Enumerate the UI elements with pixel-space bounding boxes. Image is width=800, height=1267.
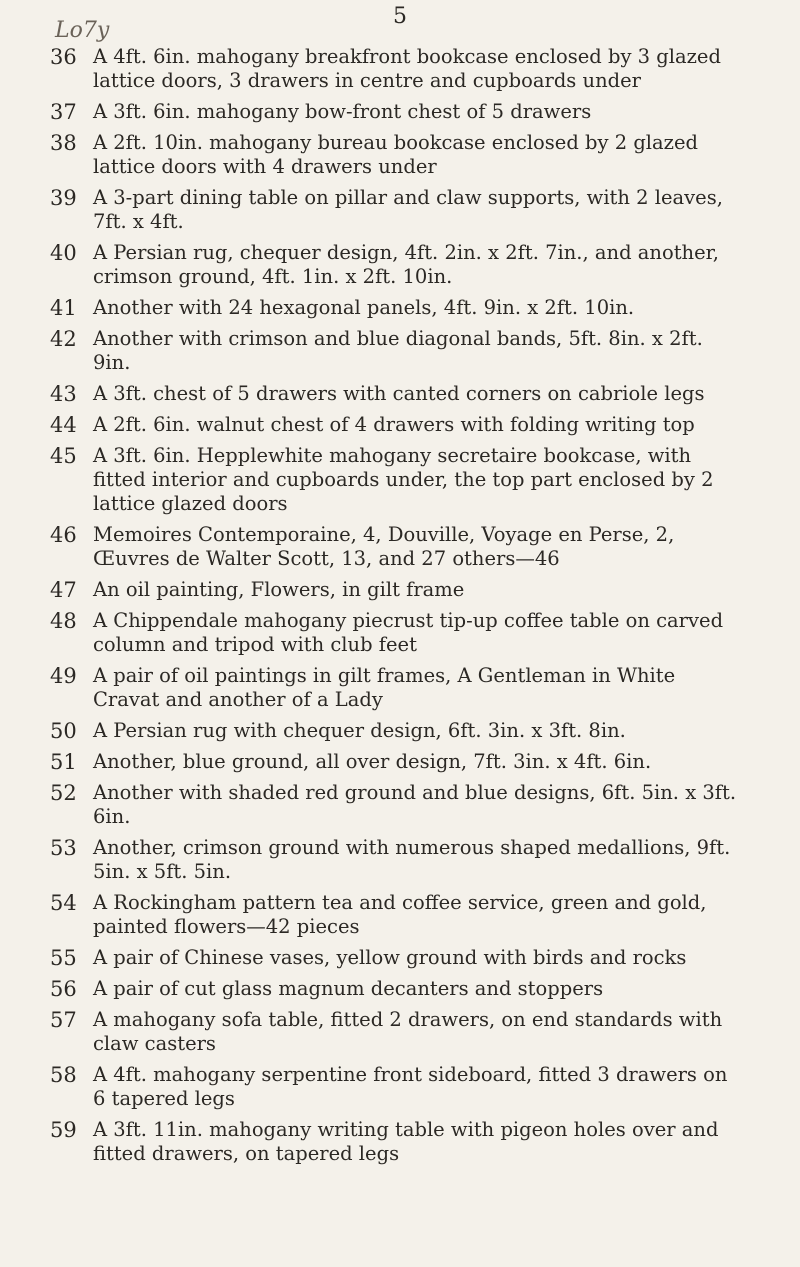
lot-entry bbox=[50, 100, 790, 124]
lot-number: 49 bbox=[50, 664, 77, 688]
lot-entry bbox=[50, 781, 790, 829]
handwritten-margin-note: Lo7y bbox=[55, 18, 110, 43]
lot-description: Another with crimson and blue diagonal bands, 5ft. 8in. x 2ft. 9in. bbox=[93, 327, 703, 374]
lot-number: 46 bbox=[50, 523, 77, 547]
lot-number: 57 bbox=[50, 1008, 77, 1032]
lot-description: A 3ft. chest of 5 drawers with canted corners on cabriole legs bbox=[93, 382, 705, 405]
lot-description: An oil painting, Flowers, in gilt frame bbox=[93, 578, 465, 601]
lot-description: Another, crimson ground with numerous shaped medallions, 9ft. 5in. x 5ft. 5in. bbox=[93, 836, 731, 883]
lot-description: A mahogany sofa table, fitted 2 drawers, on end standards with claw casters bbox=[93, 1008, 723, 1055]
lot-description: A 3ft. 6in. Hepplewhite mahogany secretaire bookcase, with fitted interior and cupboards under, the top part enclosed by 2 lattice glazed doors bbox=[93, 444, 714, 515]
lot-list bbox=[50, 45, 790, 1173]
lot-number: 36 bbox=[50, 45, 77, 69]
lot-description: A Chippendale mahogany piecrust tip-up coffee table on carved column and tripod with club feet bbox=[93, 609, 724, 656]
lot-description: A 2ft. 6in. walnut chest of 4 drawers with folding writing top bbox=[93, 413, 695, 436]
lot-number: 39 bbox=[50, 186, 77, 210]
lot-entry bbox=[50, 750, 790, 774]
lot-number: 52 bbox=[50, 781, 77, 805]
lot-description: A 4ft. mahogany serpentine front sideboard, fitted 3 drawers on 6 tapered legs bbox=[93, 1063, 728, 1110]
lot-entry bbox=[50, 327, 790, 375]
lot-number: 40 bbox=[50, 241, 77, 265]
lot-description: A 3-part dining table on pillar and claw supports, with 2 leaves, 7ft. x 4ft. bbox=[93, 186, 723, 233]
lot-entry bbox=[50, 523, 790, 571]
page-number: 5 bbox=[393, 4, 407, 29]
lot-number: 47 bbox=[50, 578, 77, 602]
lot-description: A 4ft. 6in. mahogany breakfront bookcase enclosed by 3 glazed lattice doors, 3 drawers in centre and cupboards under bbox=[93, 45, 721, 92]
lot-number: 54 bbox=[50, 891, 77, 915]
lot-entry bbox=[50, 1008, 790, 1056]
lot-description: Another, blue ground, all over design, 7ft. 3in. x 4ft. 6in. bbox=[93, 750, 652, 773]
lot-description: Memoires Contemporaine, 4, Douville, Voyage en Perse, 2, Œuvres de Walter Scott, 13, and 27 others—46 bbox=[93, 523, 675, 570]
lot-number: 37 bbox=[50, 100, 77, 124]
lot-number: 48 bbox=[50, 609, 77, 633]
lot-number: 56 bbox=[50, 977, 77, 1001]
lot-entry bbox=[50, 891, 790, 939]
lot-description: Another with shaded red ground and blue designs, 6ft. 5in. x 3ft. 6in. bbox=[93, 781, 737, 828]
lot-entry bbox=[50, 1118, 790, 1166]
lot-description: Another with 24 hexagonal panels, 4ft. 9in. x 2ft. 10in. bbox=[93, 296, 635, 319]
lot-description: A 2ft. 10in. mahogany bureau bookcase enclosed by 2 glazed lattice doors with 4 drawers under bbox=[93, 131, 698, 178]
lot-entry bbox=[50, 836, 790, 884]
lot-number: 43 bbox=[50, 382, 77, 406]
lot-number: 55 bbox=[50, 946, 77, 970]
lot-entry bbox=[50, 186, 790, 234]
lot-entry bbox=[50, 131, 790, 179]
lot-entry bbox=[50, 413, 790, 437]
lot-entry bbox=[50, 664, 790, 712]
lot-description: A pair of cut glass magnum decanters and stoppers bbox=[93, 977, 604, 1000]
lot-entry bbox=[50, 946, 790, 970]
lot-number: 45 bbox=[50, 444, 77, 468]
lot-entry bbox=[50, 241, 790, 289]
lot-entry bbox=[50, 1063, 790, 1111]
lot-number: 51 bbox=[50, 750, 77, 774]
lot-description: A 3ft. 6in. mahogany bow-front chest of 5 drawers bbox=[93, 100, 592, 123]
lot-number: 42 bbox=[50, 327, 77, 351]
lot-description: A pair of oil paintings in gilt frames, A Gentleman in White Cravat and another of a Lady bbox=[93, 664, 676, 711]
lot-entry bbox=[50, 444, 790, 516]
lot-entry bbox=[50, 578, 790, 602]
lot-number: 41 bbox=[50, 296, 77, 320]
lot-entry bbox=[50, 609, 790, 657]
lot-entry bbox=[50, 719, 790, 743]
lot-number: 59 bbox=[50, 1118, 77, 1142]
lot-entry bbox=[50, 296, 790, 320]
lot-description: A pair of Chinese vases, yellow ground with birds and rocks bbox=[93, 946, 687, 969]
lot-number: 38 bbox=[50, 131, 77, 155]
lot-number: 50 bbox=[50, 719, 77, 743]
lot-number: 58 bbox=[50, 1063, 77, 1087]
lot-description: A Persian rug with chequer design, 6ft. 3in. x 3ft. 8in. bbox=[93, 719, 626, 742]
lot-entry bbox=[50, 45, 790, 93]
lot-entry bbox=[50, 977, 790, 1001]
lot-number: 44 bbox=[50, 413, 77, 437]
lot-number: 53 bbox=[50, 836, 77, 860]
lot-description: A Persian rug, chequer design, 4ft. 2in. x 2ft. 7in., and another, crimson ground, 4ft. 1in. x 2ft. 10in. bbox=[93, 241, 720, 288]
lot-description: A 3ft. 11in. mahogany writing table with pigeon holes over and fitted drawers, on tapered legs bbox=[93, 1118, 719, 1165]
lot-description: A Rockingham pattern tea and coffee service, green and gold, painted flowers—42 pieces bbox=[93, 891, 707, 938]
lot-entry bbox=[50, 382, 790, 406]
